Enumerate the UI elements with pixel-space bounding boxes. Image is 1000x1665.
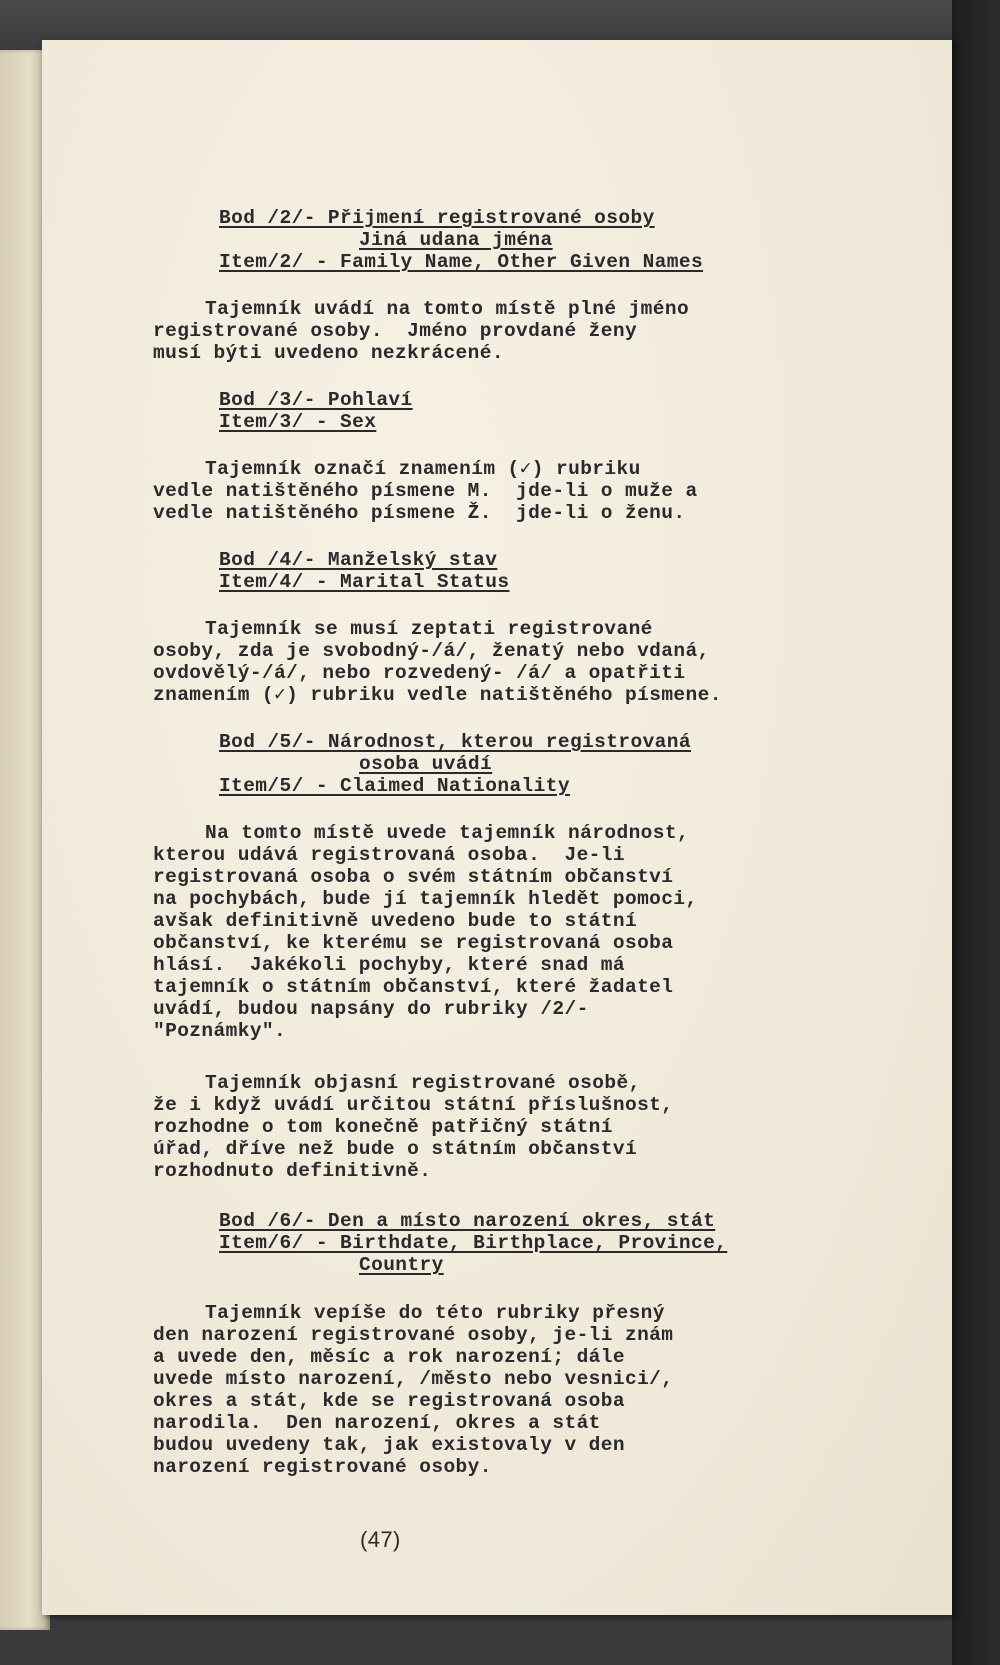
section-6-heading-en-cont: Country [359, 1254, 444, 1276]
section-5-body-line: kterou udává registrovaná osoba. Je-li [153, 844, 625, 866]
section-5-paragraph2-line: Tajemník objasní registrované osobě, [205, 1072, 641, 1094]
section-5-body-line: Na tomto místě uvede tajemník národnost, [205, 822, 690, 844]
section-5-body-line: "Poznámky". [153, 1020, 287, 1042]
section-5-paragraph2-line: že i když uvádí určitou státní příslušnost, [153, 1094, 674, 1116]
section-6-body-line: narodila. Den narození, okres a stát [153, 1412, 601, 1434]
section-6-heading-en: Item/6/ - Birthdate, Birthplace, Province, [219, 1232, 728, 1254]
section-5-body-line: občanství, ke kterému se registrovaná osoba [153, 932, 674, 954]
section-2-body-line: Tajemník uvádí na tomto místě plné jméno [205, 298, 690, 320]
page-number: (47) [360, 1527, 401, 1552]
section-4-heading-en: Item/4/ - Marital Status [219, 571, 510, 593]
section-6-body-line: budou uvedeny tak, jak existovaly v den [153, 1434, 625, 1456]
section-4-body-line: osoby, zda je svobodný-/á/, ženatý nebo vdaná, [153, 640, 710, 662]
section-4-heading-cz: Bod /4/- Manželský stav [219, 549, 498, 571]
section-6-body-line: okres a stát, kde se registrovaná osoba [153, 1390, 625, 1412]
section-6-body-line: Tajemník vepíše do této rubriky přesný [205, 1302, 665, 1324]
section-2-heading-cz-cont: Jiná udana jména [359, 229, 553, 251]
section-5-body-line: hlásí. Jakékoli pochyby, které snad má [153, 954, 625, 976]
section-3-body-line: vedle natištěného písmene Ž. jde-li o ženu. [153, 502, 686, 524]
section-5-body-line: registrovaná osoba o svém státním občanství [153, 866, 674, 888]
section-5-body-line: na pochybách, bude jí tajemník hledět pomoci, [153, 888, 698, 910]
section-3-heading-cz: Bod /3/- Pohlaví [219, 389, 413, 411]
section-2-body-line: musí býti uvedeno nezkrácené. [153, 342, 504, 364]
section-4-body-line: ovdovělý-/á/, nebo rozvedený- /á/ a opatřiti [153, 662, 686, 684]
section-5-paragraph2-line: úřad, dříve než bude o státním občanství [153, 1138, 638, 1160]
section-2-heading-cz: Bod /2/- Přijmení registrované osoby [219, 207, 655, 229]
section-4-body-line: Tajemník se musí zeptati registrované [205, 618, 653, 640]
section-2-body-line: registrované osoby. Jméno provdané ženy [153, 320, 638, 342]
section-6-body-line: narození registrované osoby. [153, 1456, 492, 1478]
section-5-heading-cz: Bod /5/- Národnost, kterou registrovaná [219, 731, 691, 753]
section-6-body-line: uvede místo narození, /město nebo vesnici/, [153, 1368, 674, 1390]
section-5-heading-cz-cont: osoba uvádí [359, 753, 493, 775]
section-3-heading-en: Item/3/ - Sex [219, 411, 377, 433]
section-3-body-line: Tajemník označí znamením (✓) rubriku [205, 458, 641, 480]
section-6-body-line: den narození registrované osoby, je-li znám [153, 1324, 674, 1346]
section-5-paragraph2-line: rozhodne o tom konečně patřičný státní [153, 1116, 613, 1138]
section-2-heading-en: Item/2/ - Family Name, Other Given Names [219, 251, 704, 273]
section-5-body-line: avšak definitivně uvedeno bude to státní [153, 910, 638, 932]
section-6-body-line: a uvede den, měsíc a rok narození; dále [153, 1346, 625, 1368]
section-5-body-line: tajemník o státním občanství, které žadatel [153, 976, 674, 998]
section-3-body-line: vedle natištěného písmene M. jde-li o muže a [153, 480, 698, 502]
section-4-body-line: znamením (✓) rubriku vedle natištěného písmene. [153, 684, 722, 706]
section-6-heading-cz: Bod /6/- Den a místo narození okres, stát [219, 1210, 716, 1232]
section-5-body-line: uvádí, budou napsány do rubriky /2/- [153, 998, 589, 1020]
section-5-heading-en: Item/5/ - Claimed Nationality [219, 775, 570, 797]
section-5-paragraph2-line: rozhodnuto definitivně. [153, 1160, 432, 1182]
